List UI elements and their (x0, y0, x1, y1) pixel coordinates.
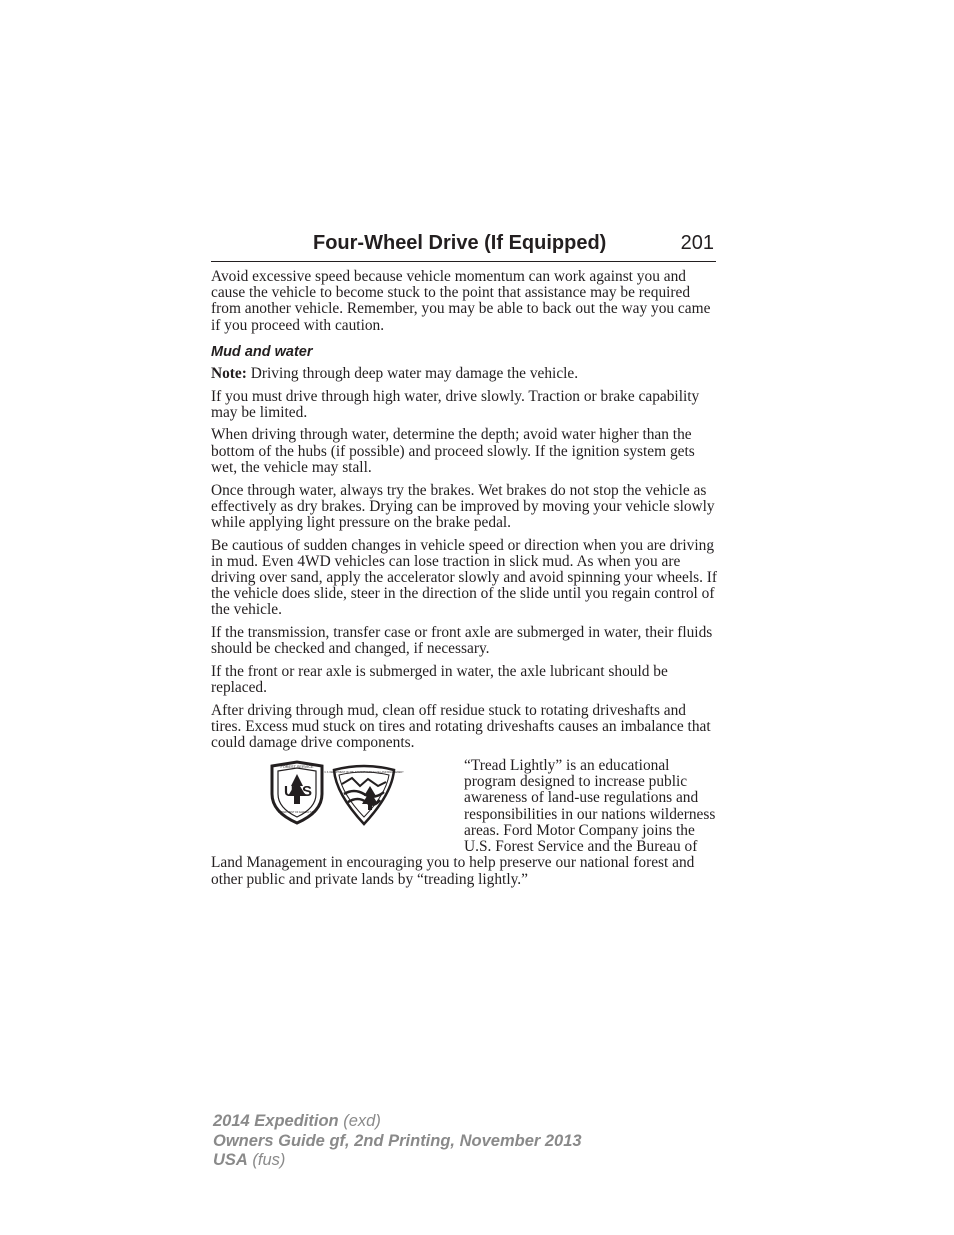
footer-region: USA (213, 1151, 248, 1169)
page-content (211, 269, 718, 888)
footer-guide-line (213, 1132, 582, 1152)
footer-model-code: (exd) (338, 1112, 381, 1130)
agency-logos (211, 758, 464, 850)
tread-lightly-block (211, 758, 718, 888)
page-number: 201 (680, 232, 714, 254)
footer-region-code: (fus) (247, 1151, 286, 1169)
forest-service-shield-logo (268, 760, 326, 826)
paragraph-brakes: Once through water, always try the brakes. Wet brakes do not stop the vehicle as effectively as dry brakes. Drying can be improved by moving your vehicle slowly while applying light pressure on the brake pedal. (211, 481, 715, 531)
note-label: Note: (211, 364, 247, 382)
svg-text:U: U (284, 783, 295, 801)
svg-text:DEPARTMENT OF AGRICULTURE: DEPARTMENT OF AGRICULTURE (278, 811, 316, 815)
page-header (211, 229, 716, 262)
section-title: Four-Wheel Drive (If Equipped) (313, 232, 607, 254)
footer-guide: Owners Guide gf, 2nd Printing, November 2013 (213, 1131, 582, 1150)
note-paragraph (211, 366, 718, 382)
svg-text:U.S. DEPARTMENT OF THE INTERIO: U.S. DEPARTMENT OF THE INTERIOR BUREAU OF LAND MANAGEMENT (324, 772, 404, 775)
note-text: Driving through deep water may damage the vehicle. (246, 364, 579, 382)
mud-and-water-heading: Mud and water (211, 343, 313, 360)
tread-lightly-paragraph: “Tread Lightly” is an educational program designed to increase public awareness of land-use regulations and responsibilities in our nations wilderness areas. Ford Motor Company joins the U.S. Forest Service and the Bureau of Land Management in encouraging you to help preserve our national forest and other public and private lands by “treading lightly.” (211, 757, 716, 888)
paragraph-mud: Be cautious of sudden changes in vehicle speed or direction when you are driving in mud. Even 4WD vehicles can lose traction in slick mud. As when you are driving over sand, apply the accelerator slowly and avoid spinning your wheels. If the vehicle does slide, steer in the direction of the slide until you regain control of the vehicle. (211, 536, 718, 619)
paragraph-high-water: If you must drive through high water, drive slowly. Traction or brake capability may be limited. (211, 387, 700, 421)
footer-model-line (213, 1112, 582, 1132)
bureau-land-management-logo (324, 764, 404, 826)
footer-region-line (213, 1151, 582, 1171)
paragraph-transmission: If the transmission, transfer case or front axle are submerged in water, their fluids should be checked and changed, if necessary. (211, 624, 713, 658)
intro-paragraph: Avoid excessive speed because vehicle momentum can work against you and cause the vehicle to become stuck to the point that assistance may be required from another vehicle. Remember, you may be able to back out the way you came if you proceed with caution. (211, 268, 711, 334)
footer-model: 2014 Expedition (213, 1112, 339, 1130)
svg-text:S: S (302, 783, 313, 801)
page-footer (213, 1112, 582, 1171)
paragraph-water-depth: When driving through water, determine the depth; avoid water higher than the bottom of the hubs (if possible) and proceed slowly. If the ignition system gets wet, the vehicle may stall. (211, 426, 695, 476)
paragraph-axle: If the front or rear axle is submerged in water, the axle lubricant should be replaced. (211, 663, 668, 697)
paragraph-residue: After driving through mud, clean off residue stuck to rotating driveshafts and tires. Excess mud stuck on tires and rotating driveshafts causes an imbalance that could damage drive components. (211, 701, 711, 752)
svg-text:FOREST SERVICE: FOREST SERVICE (280, 765, 314, 770)
